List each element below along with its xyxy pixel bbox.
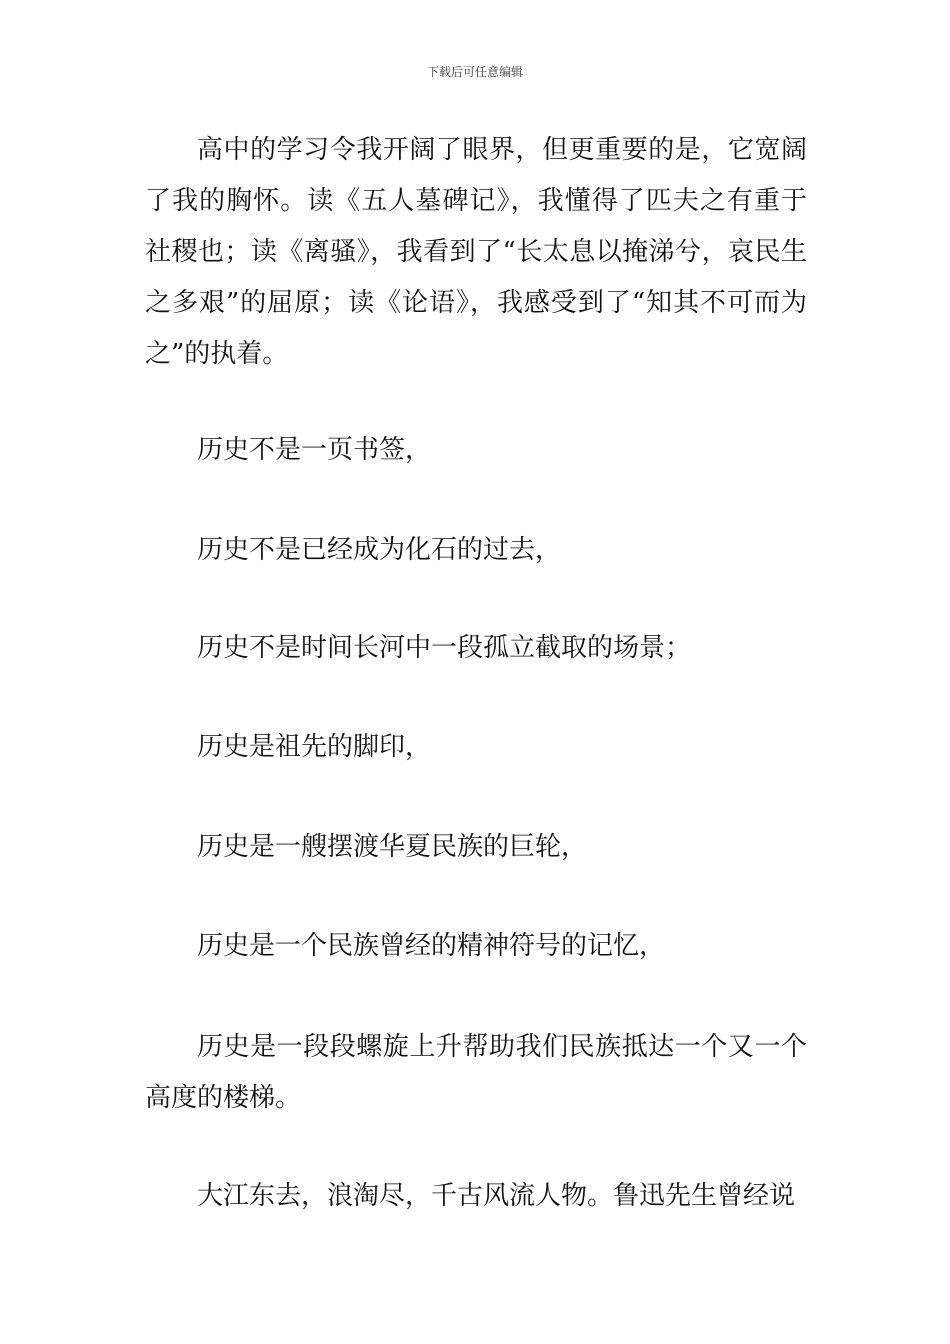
- history-line-1: 历史不是一页书签，: [197, 435, 432, 465]
- history-line-3: 历史不是时间长河中一段孤立截取的场景；: [197, 633, 692, 663]
- paragraph-history-staircase: 历史是一段段螺旋上升帮助我们民族抵达一个又一个高度的楼梯。: [145, 1032, 807, 1113]
- history-line-6: 历史是一个民族曾经的精神符号的记忆，: [197, 931, 666, 961]
- history-line-4: 历史是祖先的脚印，: [197, 732, 432, 762]
- page-header-note: 下载后可任意编辑: [426, 65, 523, 79]
- paragraph-high-school-study: 高中的学习令我开阔了眼界，但更重要的是，它宽阔了我的胸怀。读《五人墓碑记》，我懂得了匹夫之有重于社稷也；读《离骚》，我看到了“长太息以掩涕兮，哀民生之多艰”的屈原；读《论语》，我感受到了“知其不可而为之”的执着。: [145, 135, 807, 369]
- history-line-5: 历史是一艘摆渡华夏民族的巨轮，: [197, 832, 588, 862]
- history-line-2: 历史不是已经成为化石的过去，: [197, 535, 562, 565]
- paragraph-river-east: 大江东去，浪淘尽，千古风流人物。鲁迅先生曾经说: [197, 1181, 796, 1211]
